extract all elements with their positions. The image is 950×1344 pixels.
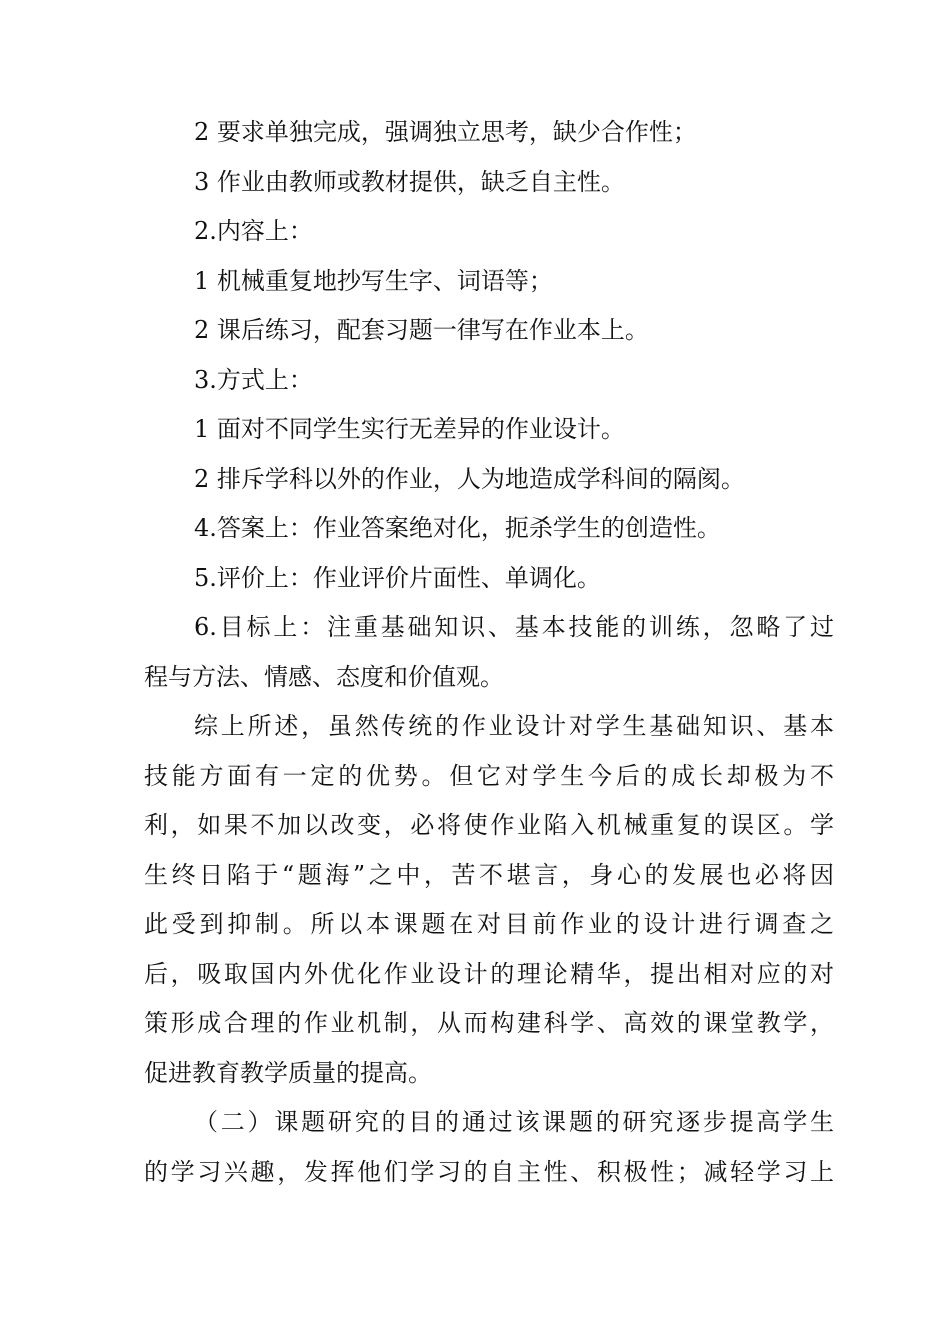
text-line: 此受到抑制。所以本课题在对目前作业的设计进行调查之 [144,910,834,938]
text-line: 3 作业由教师或教材提供，缺乏自主性。 [194,167,625,196]
text-line: 利，如果不加以改变，必将使作业陷入机械重复的误区。学 [144,811,834,839]
text-line: （二）课题研究的目的通过该课题的研究逐步提高学生 [194,1108,834,1136]
text-line: 策形成合理的作业机制，从而构建科学、高效的课堂教学， [144,1009,834,1037]
text-line: 2 课后练习，配套习题一律写在作业本上。 [194,316,649,344]
section-heading: 2.内容上： [194,217,313,245]
text-line: 程与方法、情感、态度和价值观。 [144,662,504,691]
text-line: 技能方面有一定的优势。但它对学生今后的成长却极为不 [144,761,834,790]
text-line: 6.目标上：注重基础知识、基本技能的训练，忽略了过 [194,613,834,641]
text-line: 促进教育教学质量的提高。 [144,1058,432,1087]
text-line: 后，吸取国内外优化作业设计的理论精华，提出相对应的对 [144,959,834,988]
document-body [144,108,834,1197]
text-line: 2 排斥学科以外的作业，人为地造成学科间的隔阂。 [194,464,745,493]
text-line: 5.评价上：作业评价片面性、单调化。 [194,563,601,592]
text-line: 的学习兴趣，发挥他们学习的自主性、积极性；减轻学习上 [144,1157,834,1186]
text-line: 生终日陷于“题海”之中，苦不堪言，身心的发展也必将因 [144,860,834,889]
text-line: 4.答案上：作业答案绝对化，扼杀学生的创造性。 [194,514,721,542]
text-line: 1 面对不同学生实行无差异的作业设计。 [194,415,625,443]
section-heading: 3.方式上： [194,365,313,394]
text-line: 1 机械重复地抄写生字、词语等； [194,266,553,295]
text-line: 2 要求单独完成，强调独立思考，缺少合作性； [194,118,697,146]
text-line: 综上所述，虽然传统的作业设计对学生基础知识、基本 [194,712,834,740]
